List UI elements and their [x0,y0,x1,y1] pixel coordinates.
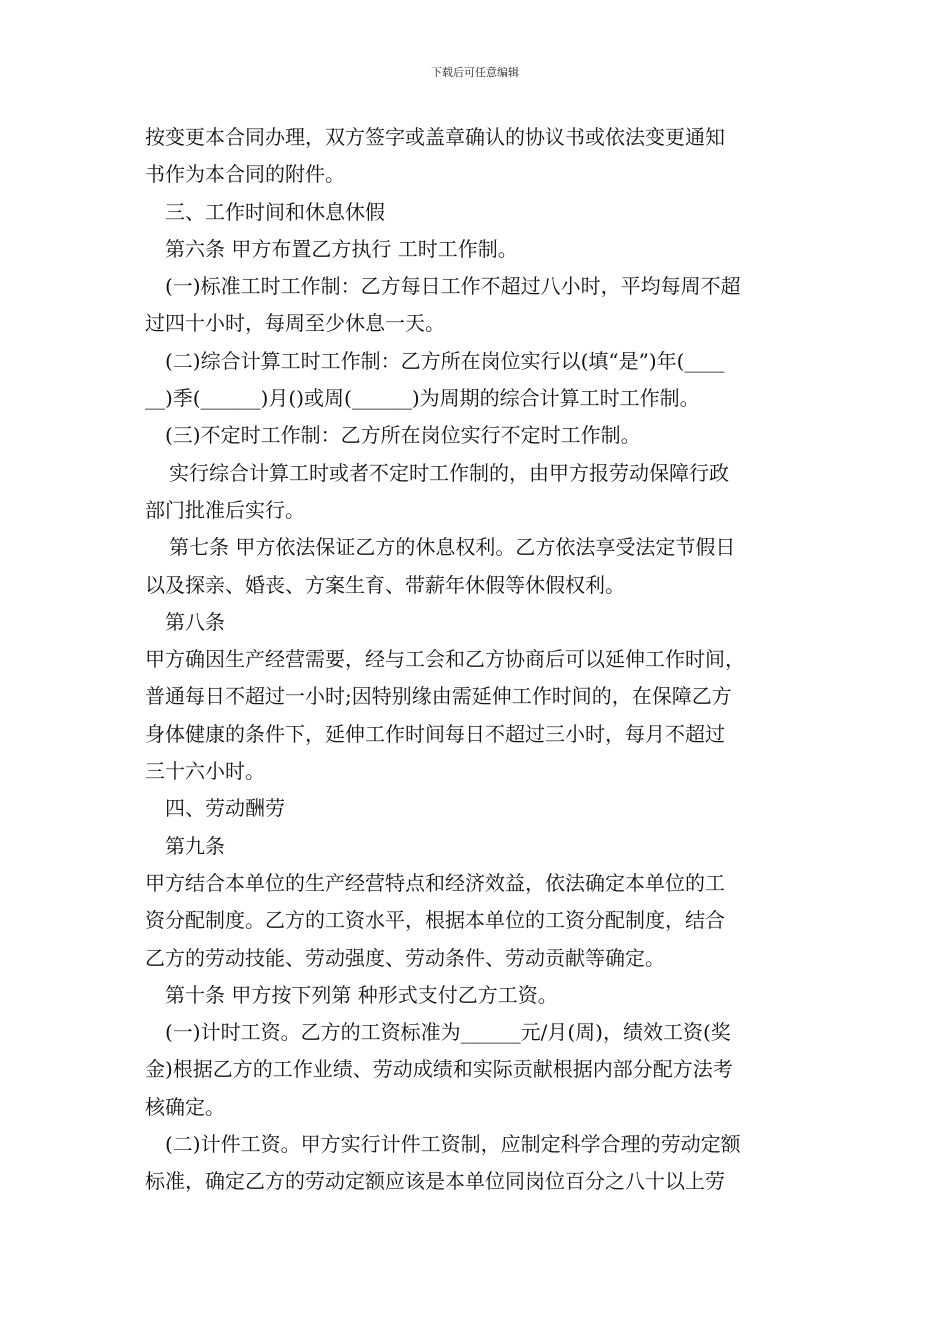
text-line: 乙方的劳动技能、劳动强度、劳动条件、劳动贡献等确定。 [145,945,665,970]
text-line: 第六条 甲方布置乙方执行 工时工作制。 [165,236,518,261]
text-line: 第七条 甲方依法保证乙方的休息权利。乙方依法享受法定节假日 [169,535,736,560]
text-line: 第十条 甲方按下列第 种形式支付乙方工资。 [165,982,558,1007]
text-line: 以及探亲、婚丧、方案生育、带薪年休假等休假权利。 [145,572,625,597]
text-line: 过四十小时，每周至少休息一天。 [145,311,445,336]
text-line: 金)根据乙方的工作业绩、劳动成绩和实际贡献根据内部分配方法考 [145,1057,733,1082]
text-line: 普通每日不超过一小时;因特别缘由需延伸工作时间的，在保障乙方 [145,684,732,709]
text-line: 第八条 [165,609,225,634]
document-body [145,119,815,1201]
text-line: (一)标准工时工作制：乙方每日工作不超过八小时，平均每周不超 [165,274,741,299]
text-line: 第九条 [165,833,225,858]
text-line: 资分配制度。乙方的工资水平，根据本单位的工资分配制度，结合 [145,908,725,933]
text-line: 书作为本合同的附件。 [145,162,345,187]
text-line: (二)综合计算工时工作制：乙方所在岗位实行以(填“是”)年(____ [165,348,725,373]
text-line: (一)计时工资。乙方的工资标准为______元/月(周)，绩效工资(奖 [165,1020,731,1045]
text-line: 三、工作时间和休息休假 [165,199,385,224]
text-line: 甲方确因生产经营需要，经与工会和乙方协商后可以延伸工作时间， [145,647,745,672]
text-line: 部门批准后实行。 [145,497,305,522]
page-header: 下载后可任意编辑 [431,66,519,79]
text-line: 实行综合计算工时或者不定时工作制的，由甲方报劳动保障行政 [169,460,729,485]
text-line: (二)计件工资。甲方实行计件工资制，应制定科学合理的劳动定额 [165,1132,741,1157]
text-line: __)季(______)月()或周(______)为周期的综合计算工时工作制。 [145,386,700,411]
text-line: 身体健康的条件下，延伸工作时间每日不超过三小时，每月不超过 [145,721,725,746]
text-line: 按变更本合同办理，双方签字或盖章确认的协议书或依法变更通知 [145,125,725,149]
text-line: 四、劳动酬劳 [165,796,285,821]
text-line: (三)不定时工作制：乙方所在岗位实行不定时工作制。 [165,423,641,448]
text-line: 标准，确定乙方的劳动定额应该是本单位同岗位百分之八十以上劳 [145,1169,725,1194]
text-line: 甲方结合本单位的生产经营特点和经济效益，依法确定本单位的工 [145,870,725,895]
text-line: 三十六小时。 [145,759,265,784]
text-line: 核确定。 [145,1094,225,1119]
